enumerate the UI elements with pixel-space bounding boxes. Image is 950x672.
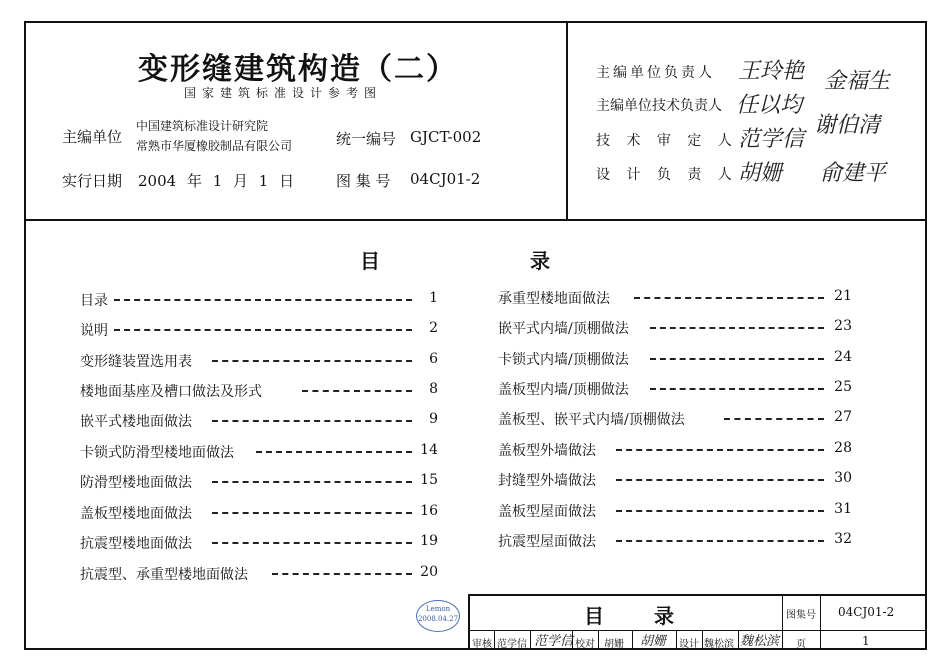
tb-top <box>468 594 927 596</box>
toc-leader <box>272 573 412 575</box>
toc-entry-page: 16 <box>420 503 438 519</box>
toc-leader <box>650 327 824 329</box>
tb-v5 <box>632 630 633 650</box>
stamp-line-2: 2008.04.27 <box>417 615 459 623</box>
toc-entry-label[interactable]: 盖板型屋面做法 <box>498 504 596 520</box>
role-technical-head: 主编单位技术负责人 <box>596 98 722 114</box>
toc-heading-right: 录 <box>530 249 550 273</box>
toc-leader <box>212 420 412 422</box>
date-label: 实行日期 <box>62 172 123 190</box>
toc-leader <box>212 360 412 362</box>
toc-leader <box>616 510 824 512</box>
toc-entry-page: 30 <box>834 470 852 486</box>
page-title: 变形缝建筑构造（二） <box>138 52 458 87</box>
toc-leader <box>114 299 412 301</box>
toc-entry-page: 32 <box>834 531 852 547</box>
signature-technical-head: 任以均 <box>736 93 803 118</box>
toc-entry-page: 20 <box>420 564 438 580</box>
tb-v7 <box>702 630 703 650</box>
toc-leader <box>650 358 824 360</box>
toc-leader <box>256 451 412 453</box>
toc-leader <box>650 388 824 390</box>
title-block-atlas-label: 图集号 <box>786 610 816 621</box>
toc-leader <box>302 390 412 392</box>
toc-leader <box>212 512 412 514</box>
toc-entry-label[interactable]: 盖板型外墙做法 <box>498 443 596 459</box>
role-design-head: 设 计 负 责 人 <box>596 167 738 183</box>
editor-unit-2: 常熟市华厦橡胶制品有限公司 <box>136 139 293 153</box>
toc-entry-label[interactable]: 盖板型楼地面做法 <box>80 506 192 522</box>
review-label: 审核 <box>472 639 492 650</box>
editor-unit-label: 主编单位 <box>62 128 123 146</box>
signature-editor-unit-head-2: 金福生 <box>824 69 891 94</box>
serial-label: 统一编号 <box>336 130 397 148</box>
tb-v2 <box>530 630 531 650</box>
toc-leader <box>212 542 412 544</box>
toc-entry-label[interactable]: 盖板型内墙/顶棚做法 <box>498 382 629 398</box>
toc-entry-label[interactable]: 卡锁式防滑型楼地面做法 <box>80 445 234 461</box>
header-divider <box>24 219 927 221</box>
review-signature: 范学信 <box>534 634 574 649</box>
signature-design-head: 胡姗 <box>738 161 783 186</box>
tb-v6 <box>676 630 677 650</box>
role-editor-unit-head: 主编单位负责人 <box>596 65 715 81</box>
page-label: 页 <box>796 639 806 650</box>
toc-entry-label[interactable]: 封缝型外墙做法 <box>498 473 596 489</box>
check-name: 胡姗 <box>604 639 624 650</box>
tb-v-atlas <box>782 594 783 650</box>
toc-entry-page: 8 <box>429 381 438 397</box>
toc-leader <box>616 449 824 451</box>
toc-entry-label[interactable]: 抗震型、承重型楼地面做法 <box>80 567 248 583</box>
toc-heading-left: 目 <box>360 249 380 273</box>
design-signature: 魏松滨 <box>740 634 780 649</box>
toc-entry-label[interactable]: 防滑型楼地面做法 <box>80 475 192 491</box>
toc-entry-page: 24 <box>834 349 852 365</box>
toc-leader <box>634 297 824 299</box>
editor-unit-1: 中国建筑标准设计研究院 <box>136 119 269 133</box>
toc-entry-label[interactable]: 承重型楼地面做法 <box>498 291 610 307</box>
toc-entry-page: 31 <box>834 501 852 517</box>
review-name: 范学信 <box>497 639 527 650</box>
toc-entry-page: 15 <box>420 472 438 488</box>
toc-leader <box>724 418 824 420</box>
toc-entry-page: 9 <box>429 411 438 427</box>
tb-v1 <box>494 630 495 650</box>
tb-left <box>468 594 470 650</box>
title-block-atlas-value: 04CJ01-2 <box>838 605 895 619</box>
toc-entry-label[interactable]: 楼地面基座及槽口做法及形式 <box>80 384 262 400</box>
atlas-value: 04CJ01-2 <box>410 170 481 188</box>
page-subtitle: 国家建筑标准设计参考图 <box>184 86 383 100</box>
toc-entry-label[interactable]: 变形缝装置选用表 <box>80 354 192 370</box>
toc-entry-page: 2 <box>429 320 438 336</box>
toc-entry-label[interactable]: 说明 <box>80 323 108 339</box>
toc-entry-page: 21 <box>834 288 852 304</box>
toc-entry-page: 25 <box>834 379 852 395</box>
signature-editor-unit-head: 王玲艳 <box>738 59 805 84</box>
signature-technical-reviewer: 范学信 <box>738 127 805 152</box>
toc-entry-label[interactable]: 抗震型楼地面做法 <box>80 536 192 552</box>
toc-entry-label[interactable]: 目录 <box>80 293 108 309</box>
date-value: 2004 年 1 月 1 日 <box>138 172 295 190</box>
signature-technical-head-2: 谢伯清 <box>814 113 881 138</box>
toc-entry-page: 19 <box>420 533 438 549</box>
serial-value: GJCT-002 <box>410 128 482 146</box>
toc-entry-page: 23 <box>834 318 852 334</box>
role-technical-reviewer: 技 术 审 定 人 <box>596 133 738 149</box>
toc-leader <box>616 479 824 481</box>
toc-entry-page: 27 <box>834 409 852 425</box>
toc-leader <box>616 540 824 542</box>
toc-entry-label[interactable]: 抗震型屋面做法 <box>498 534 596 550</box>
tb-v-atlas2 <box>820 594 821 650</box>
toc-entry-label[interactable]: 嵌平式内墙/顶棚做法 <box>498 321 629 337</box>
design-name: 魏松滨 <box>704 639 734 650</box>
toc-entry-page: 14 <box>420 442 438 458</box>
toc-entry-page: 6 <box>429 351 438 367</box>
toc-entry-page: 28 <box>834 440 852 456</box>
toc-entry-label[interactable]: 嵌平式楼地面做法 <box>80 414 192 430</box>
title-block-title-left: 目 <box>584 604 604 628</box>
design-label: 设计 <box>679 639 699 650</box>
tb-v4 <box>598 630 599 650</box>
toc-leader <box>114 329 412 331</box>
toc-leader <box>212 481 412 483</box>
signature-design-head-2: 俞建平 <box>820 161 887 186</box>
receipt-stamp <box>416 600 460 632</box>
stamp-line-1: Lemon <box>425 605 451 613</box>
check-signature: 胡姗 <box>640 634 667 649</box>
header-vertical-divider <box>566 21 568 221</box>
toc-entry-label[interactable]: 盖板型、嵌平式内墙/顶棚做法 <box>498 412 685 428</box>
toc-entry-label[interactable]: 卡锁式内墙/顶棚做法 <box>498 352 629 368</box>
toc-entry-page: 1 <box>429 290 438 306</box>
page-value: 1 <box>862 634 870 648</box>
tb-v8 <box>738 630 739 650</box>
title-block-title-right: 录 <box>654 604 674 628</box>
check-label: 校对 <box>575 639 595 650</box>
atlas-label: 图 集 号 <box>336 172 391 190</box>
